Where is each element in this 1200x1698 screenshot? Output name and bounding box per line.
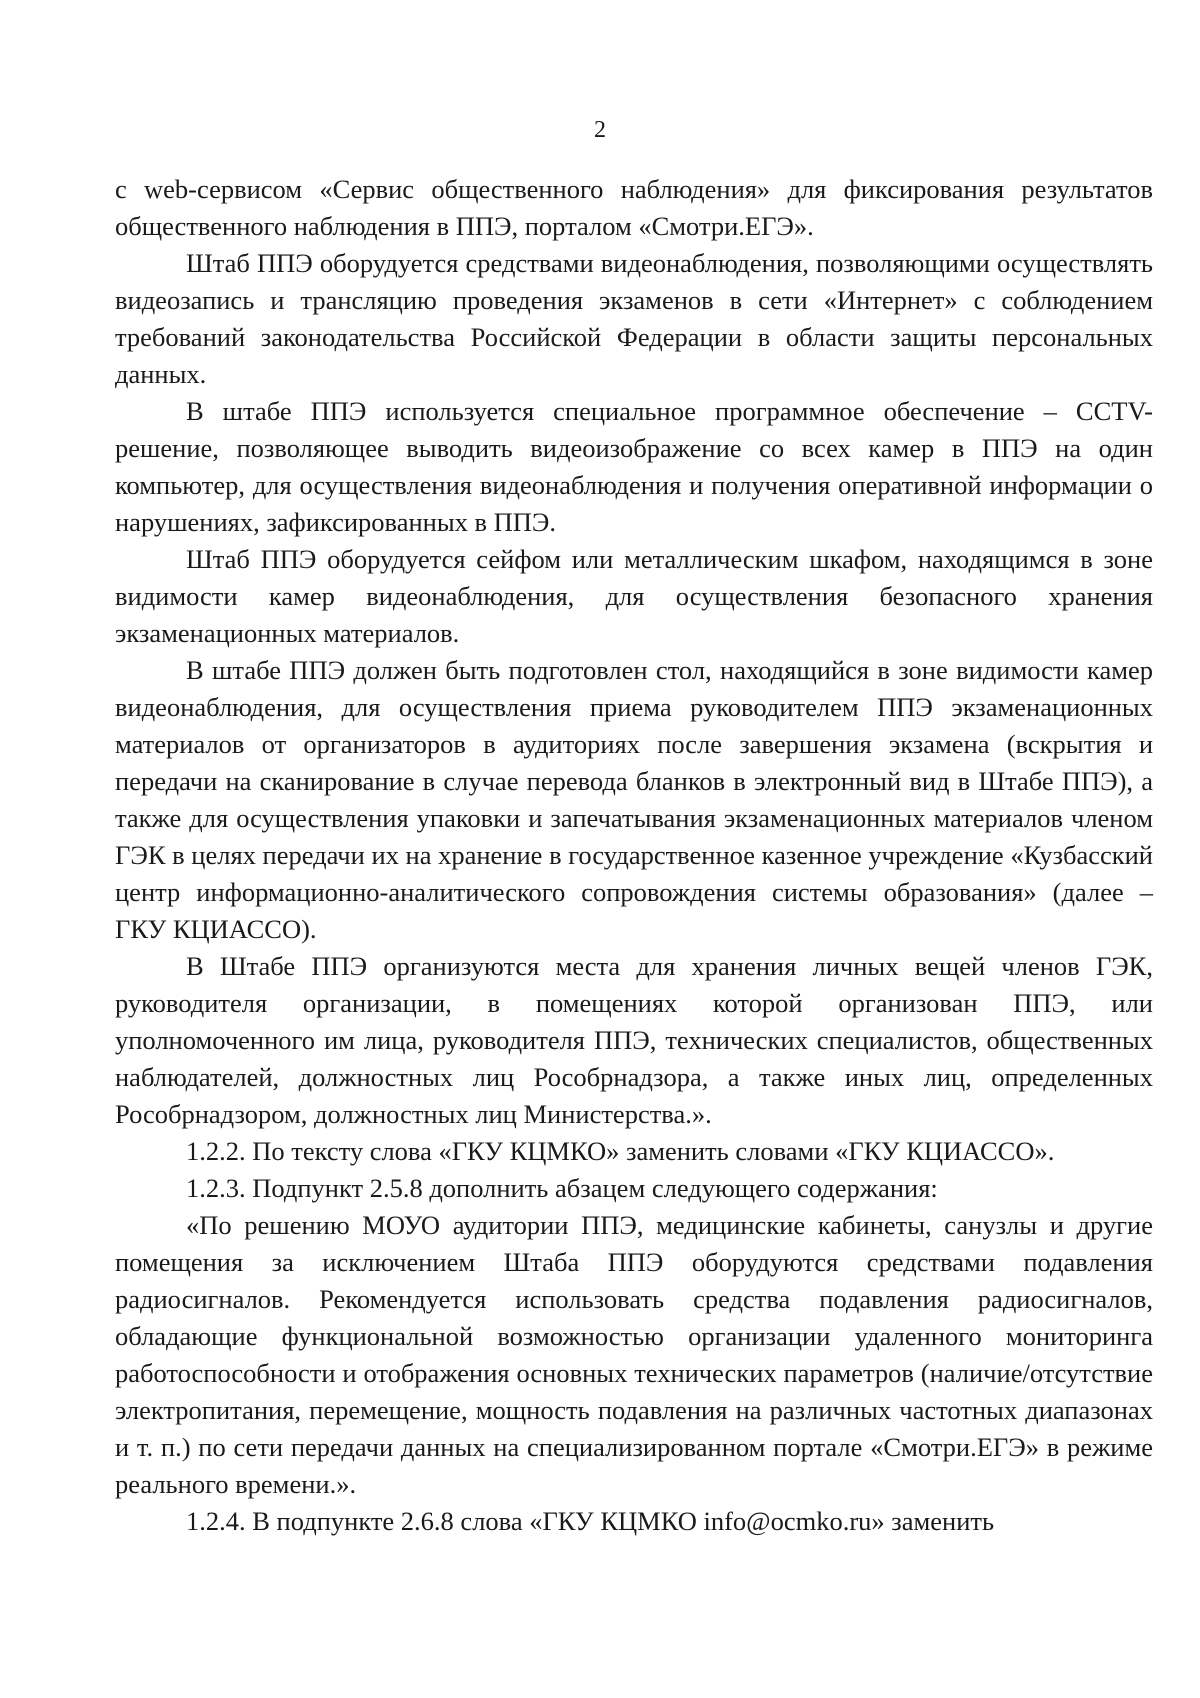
page-number: 2 xyxy=(594,117,606,143)
document-body xyxy=(115,171,1153,1540)
paragraph-7: 1.2.2. По тексту слова «ГКУ КЦМКО» заменить словами «ГКУ КЦИАССО». xyxy=(186,1136,1055,1166)
paragraph-1: с web-сервисом «Сервис общественного наблюдения» для фиксирования результатов общественного наблюдения в ППЭ, порталом «Смотри.ЕГЭ». xyxy=(115,174,1153,241)
paragraph-2: Штаб ППЭ оборудуется средствами видеонаблюдения, позволяющими осуществлять видеозапись и трансляцию проведения экзаменов в сети «Интернет» с соблюдением требований законодательства Российской Федерации в области защиты персональных данных. xyxy=(115,248,1153,389)
paragraph-8: 1.2.3. Подпункт 2.5.8 дополнить абзацем следующего содержания: xyxy=(186,1173,938,1203)
paragraph-6: В Штабе ППЭ организуются места для хранения личных вещей членов ГЭК, руководителя организации, в помещениях которой организован ППЭ, или уполномоченного им лица, руководителя ППЭ, технических специалистов, общественных наблюдателей, должностных лиц Рособрнадзора, а также иных лиц, определенных Рособрнадзором, должностных лиц Министерства.». xyxy=(115,951,1153,1129)
paragraph-3: В штабе ППЭ используется специальное программное обеспечение – CCTV-решение, позволяющее выводить видеоизображение со всех камер в ППЭ на один компьютер, для осуществления видеонаблюдения и получения оперативной информации о нарушениях, зафиксированных в ППЭ. xyxy=(115,396,1153,537)
paragraph-10: 1.2.4. В подпункте 2.6.8 слова «ГКУ КЦМКО info@ocmko.ru» заменить xyxy=(186,1506,995,1536)
paragraph-5: В штабе ППЭ должен быть подготовлен стол, находящийся в зоне видимости камер видеонаблюдения, для осуществления приема руководителем ППЭ экзаменационных материалов от организаторов в аудиториях после завершения экзамена (вскрытия и передачи на сканирование в случае перевода бланков в электронный вид в Штабе ППЭ), а также для осуществления упаковки и запечатывания экзаменационных материалов членом ГЭК в целях передачи их на хранение в государственное казенное учреждение «Кузбасский центр информационно-аналитического сопровождения системы образования» (далее – ГКУ КЦИАССО). xyxy=(115,655,1153,944)
paragraph-9: «По решению МОУО аудитории ППЭ, медицинские кабинеты, санузлы и другие помещения за исключением Штаба ППЭ оборудуются средствами подавления радиосигналов. Рекомендуется использовать средства подавления радиосигналов, обладающие функциональной возможностью организации удаленного мониторинга работоспособности и отображения основных технических параметров (наличие/отсутствие электропитания, перемещение, мощность подавления на различных частотных диапазонах и т. п.) по сети передачи данных на специализированном портале «Смотри.ЕГЭ» в режиме реального времени.». xyxy=(115,1210,1153,1499)
paragraph-4: Штаб ППЭ оборудуется сейфом или металлическим шкафом, находящимся в зоне видимости камер видеонаблюдения, для осуществления безопасного хранения экзаменационных материалов. xyxy=(115,544,1153,648)
